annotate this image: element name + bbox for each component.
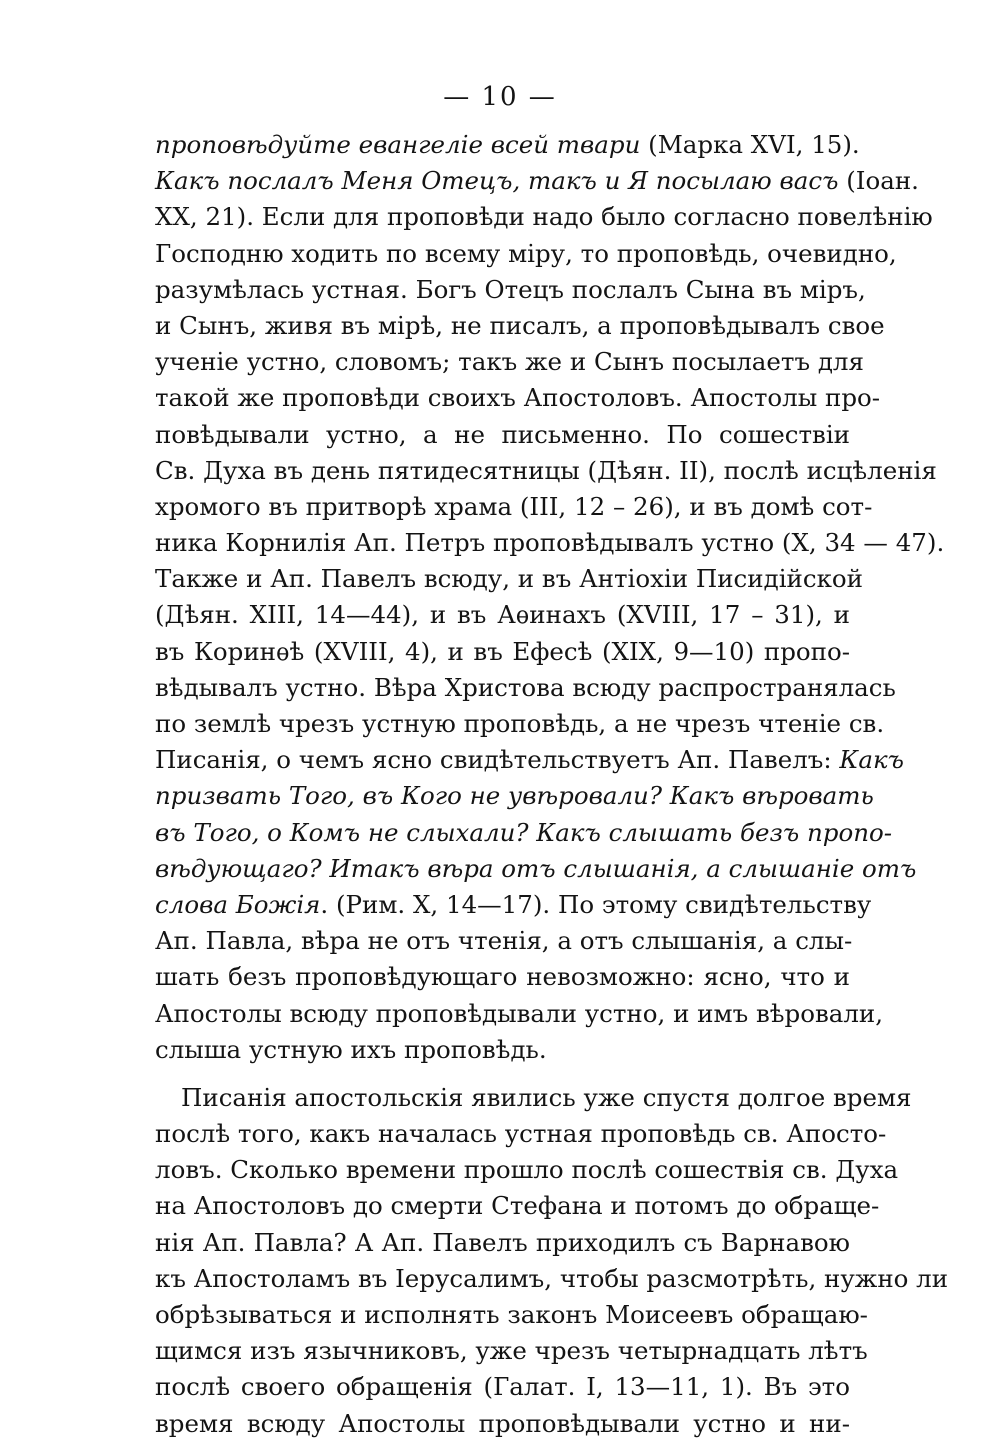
text-segment: къ Апостоламъ въ Іерусалимъ, чтобы разсмотрѣть, нужно ли: [155, 1263, 949, 1293]
text-line: [155, 489, 873, 525]
text-line: [155, 453, 937, 489]
text-line: [155, 996, 884, 1032]
text-line: [155, 272, 866, 308]
text-line: [155, 1406, 850, 1442]
paragraph-gap: [155, 1068, 850, 1080]
text-segment: по землѣ чрезъ устную проповѣдь, а не чрезъ чтеніе св.: [155, 709, 885, 738]
text-segment: повѣдывали устно, а не письменно. По сошествіи: [155, 419, 850, 449]
text-line: [155, 561, 863, 597]
text-segment: такой же проповѣди своихъ Апостоловъ. Апостолы про-: [155, 383, 881, 413]
text-line: [155, 706, 885, 742]
text-segment: (Дѣян. XIII, 14—44), и въ Аѳинахъ (XVIII, 17 – 31), и: [155, 600, 850, 630]
italic-quote: Какъ: [839, 745, 904, 775]
italic-quote: Какъ послалъ Меня Отецъ, такъ и Я посылаю васъ: [155, 166, 839, 196]
text-line: [155, 1225, 850, 1261]
text-segment: ника Корнилія Ап. Петръ проповѣдывалъ устно (X, 34 — 47).: [155, 528, 945, 558]
text-line: [155, 1333, 868, 1369]
text-line: [155, 1369, 850, 1405]
text-segment: слыша устную ихъ проповѣдь.: [155, 1034, 547, 1064]
text-line: [155, 887, 872, 923]
text-line: [155, 923, 853, 959]
body-text: [155, 127, 949, 1442]
text-line: [155, 1152, 899, 1188]
text-segment: послѣ того, какъ началась устная проповѣдь св. Апосто-: [155, 1119, 887, 1149]
text-segment: послѣ своего обращенія (Галат. I, 13—11, 1). Въ это: [155, 1372, 850, 1402]
text-line: [155, 344, 864, 380]
text-line: [155, 1188, 880, 1224]
text-segment: Апостолы всюду проповѣдывали устно, и имъ вѣровали,: [155, 998, 884, 1028]
text-line: [155, 959, 850, 995]
text-line: [155, 380, 881, 416]
text-segment: . (Рим. X, 14—17). По этому свидѣтельству: [320, 889, 872, 919]
italic-quote: въ Того, о Комъ не слыхали? Какъ слышать безъ пропо-: [155, 817, 892, 847]
page-number: — 10 —: [443, 82, 557, 112]
text-segment: Писанія, о чемъ ясно свидѣтельствуетъ Ап. Павелъ:: [155, 745, 840, 775]
text-segment: разумѣлась устная. Богъ Отецъ послалъ Сына въ міръ,: [155, 274, 866, 304]
text-segment: (Іоан.: [838, 166, 919, 196]
italic-quote: призвать Того, въ Кого не увѣровали? Какъ вѣровать: [155, 781, 874, 811]
text-line: [155, 1080, 912, 1116]
text-line: [155, 1116, 887, 1152]
text-line: [155, 1297, 868, 1333]
italic-quote: вѣдующаго? Итакъ вѣра отъ слышанія, а слышаніе отъ: [155, 853, 917, 883]
italic-quote: проповѣдуйте евангеліе всей твари: [155, 130, 641, 159]
text-segment: щимся изъ язычниковъ, уже чрезъ четырнадцать лѣтъ: [155, 1336, 868, 1366]
text-line: [155, 778, 874, 814]
text-segment: ученіе устно, словомъ; такъ же и Сынъ посылаетъ для: [155, 347, 864, 377]
paragraph-2: [155, 1080, 949, 1442]
text-segment: Ап. Павла, вѣра не отъ чтенія, а отъ слышанія, а слы-: [155, 926, 853, 956]
text-line: [155, 670, 896, 706]
text-segment: Св. Духа въ день пятидесятницы (Дѣян. II), послѣ исцѣленія: [155, 455, 937, 485]
text-line: [155, 525, 945, 561]
text-line: [155, 851, 917, 887]
text-line: [155, 815, 892, 851]
text-segment: и Сынъ, живя въ мірѣ, не писалъ, а проповѣдывалъ свое: [155, 310, 885, 340]
text-segment: нія Ап. Павла? А Ап. Павелъ приходилъ съ Варнавою: [155, 1227, 850, 1257]
text-line: [155, 1032, 850, 1068]
text-line: [155, 597, 850, 633]
text-segment: (Марка XVI, 15).: [640, 130, 860, 159]
text-segment: Также и Ап. Павелъ всюду, и въ Антіохіи Писидійской: [155, 564, 863, 594]
text-line: [155, 1261, 949, 1297]
text-segment: вѣдывалъ устно. Вѣра Христова всюду распространялась: [155, 672, 896, 702]
text-line: [155, 308, 885, 344]
text-line: [155, 163, 919, 199]
text-segment: Писанія апостольскія явились уже спустя долгое время: [181, 1082, 912, 1112]
text-segment: хромого въ притворѣ храма (III, 12 – 26), и въ домѣ сот-: [155, 491, 873, 521]
text-segment: XX, 21). Если для проповѣди надо было согласно повелѣнію: [155, 202, 933, 232]
text-segment: на Апостоловъ до смерти Стефана и потомъ до обраще-: [155, 1191, 880, 1221]
text-line: [155, 417, 850, 453]
text-segment: время всюду Апостолы проповѣдывали устно и ни-: [155, 1408, 850, 1438]
text-segment: Господню ходить по всему міру, то проповѣдь, очевидно,: [155, 238, 897, 268]
text-segment: шать безъ проповѣдующаго невозможно: ясно, что и: [155, 962, 850, 992]
text-segment: обрѣзываться и исполнять законъ Моисеевъ обращаю-: [155, 1300, 868, 1329]
text-line: [155, 742, 904, 778]
paragraph-1: [155, 127, 945, 1068]
text-line: [155, 236, 897, 272]
text-segment: въ Коринѳѣ (XVIII, 4), и въ Ефесѣ (XIX, 9—10) пропо-: [155, 636, 850, 666]
text-line: [155, 199, 933, 235]
text-segment: ловъ. Сколько времени прошло послѣ сошествія св. Духа: [155, 1155, 899, 1185]
text-line: [155, 634, 850, 670]
italic-quote: слова Божія: [155, 889, 321, 919]
text-line: [155, 127, 860, 163]
